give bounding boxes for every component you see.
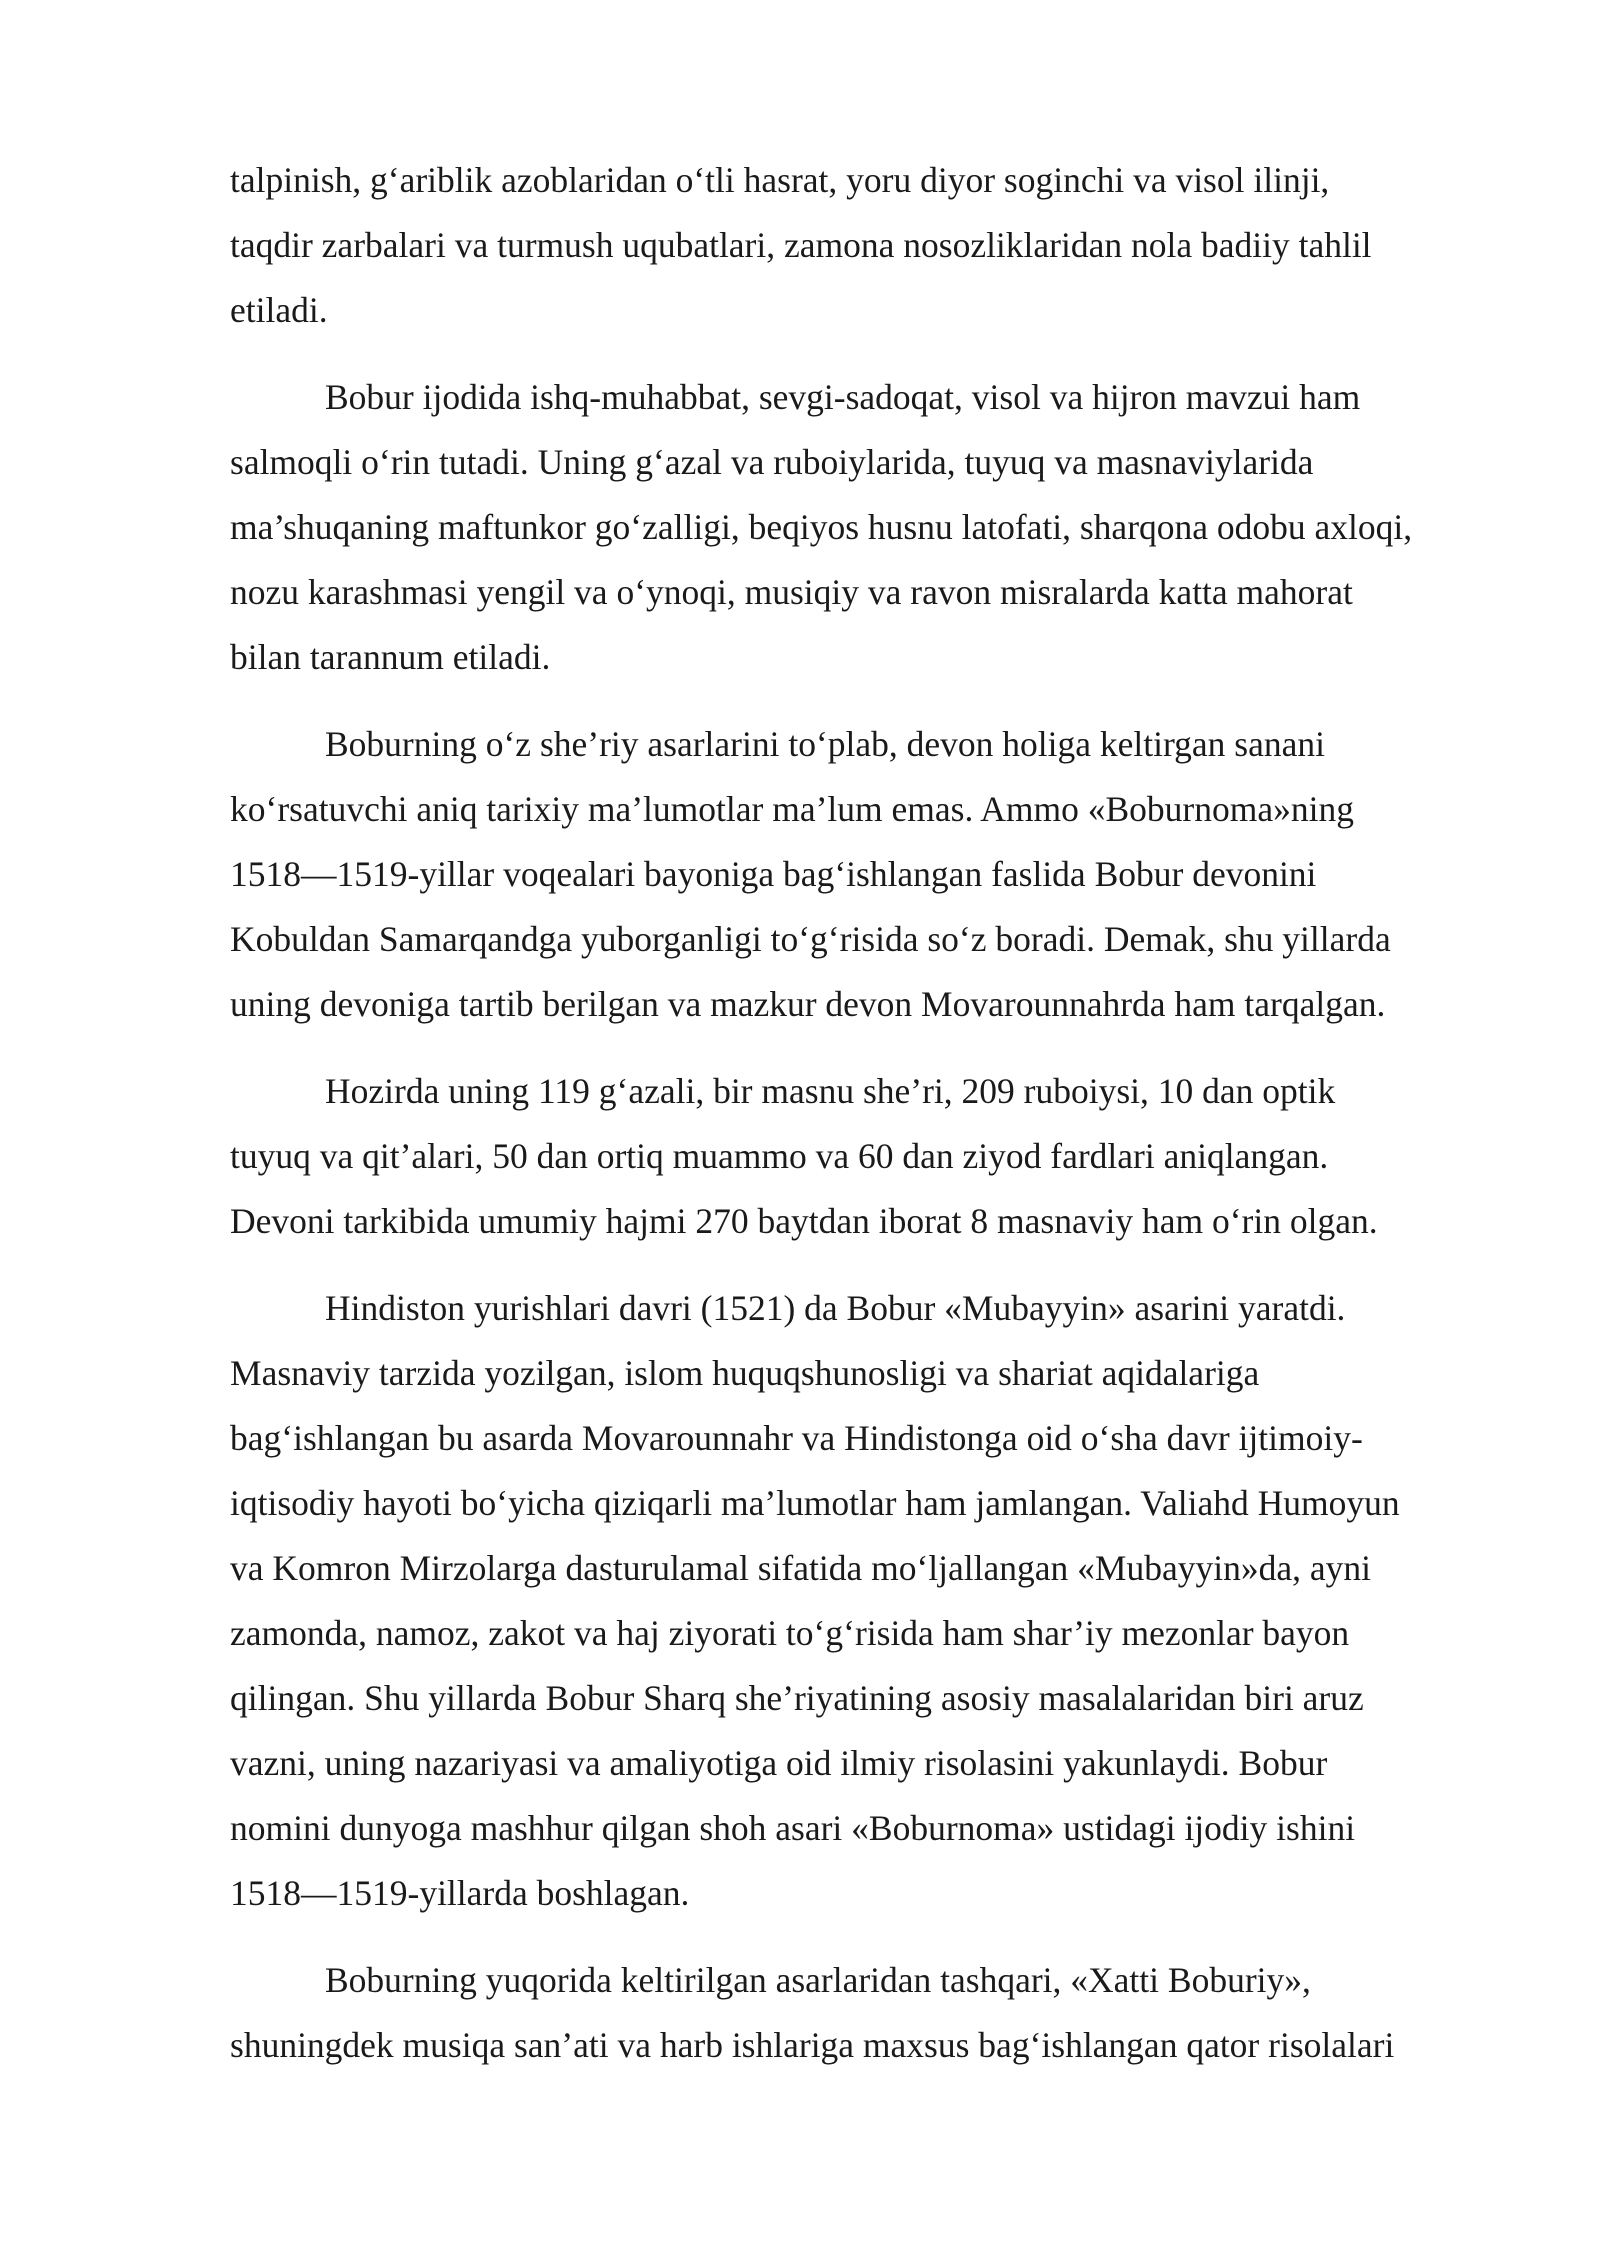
text-line: Bobur ijodida ishq-muhabbat, sevgi-sadoqat, visol va hijron mavzui ham bbox=[325, 377, 1361, 417]
paragraph-5 bbox=[230, 1276, 1500, 1926]
paragraph-2 bbox=[230, 365, 1500, 690]
text-line: ma’shuqaning maftunkor go‘zalligi, beqiyos husnu latofati, sharqona odobu axloqi, bbox=[230, 507, 1413, 547]
text-line: ko‘rsatuvchi aniq tarixiy ma’lumotlar ma’lum emas. Ammo «Boburnoma»ning bbox=[230, 789, 1354, 829]
text-line: tuyuq va qit’alari, 50 dan ortiq muammo va 60 dan ziyod fardlari aniqlangan. bbox=[230, 1136, 1329, 1176]
text-line: etiladi. bbox=[230, 290, 328, 330]
paragraph-4 bbox=[230, 1059, 1500, 1254]
text-line: nozu karashmasi yengil va o‘ynoqi, musiqiy va ravon misralarda katta mahorat bbox=[230, 572, 1353, 612]
text-line: vazni, uning nazariyasi va amaliyotiga oid ilmiy risolasini yakunlaydi. Bobur bbox=[230, 1743, 1328, 1783]
text-line: bag‘ishlangan bu asarda Movarounnahr va Hindistonga oid o‘sha davr ijtimoiy- bbox=[230, 1418, 1363, 1458]
text-line: Boburning yuqorida keltirilgan asarlaridan tashqari, «Xatti Boburiy», bbox=[325, 1960, 1311, 2000]
text-line: Hozirda uning 119 g‘azali, bir masnu she’ri, 209 ruboiysi, 10 dan optik bbox=[325, 1071, 1336, 1111]
paragraph-3 bbox=[230, 712, 1500, 1037]
text-line: 1518—1519-yillar voqealari bayoniga bag‘ishlangan faslida Bobur devonini bbox=[230, 854, 1317, 894]
text-line: zamonda, namoz, zakot va haj ziyorati to‘g‘risida ham shar’iy mezonlar bayon bbox=[230, 1613, 1350, 1653]
text-line: Masnaviy tarzida yozilgan, islom huquqshunosligi va shariat aqidalariga bbox=[230, 1353, 1260, 1393]
body-text bbox=[230, 148, 1500, 2078]
paragraph-1 bbox=[230, 148, 1500, 343]
text-line: Hindiston yurishlari davri (1521) da Bobur «Mubayyin» asarini yaratdi. bbox=[325, 1288, 1346, 1328]
text-line: Kobuldan Samarqandga yuborganligi to‘g‘risida so‘z boradi. Demak, shu yillarda bbox=[230, 919, 1391, 959]
text-line: bilan tarannum etiladi. bbox=[230, 637, 551, 677]
text-line: salmoqli o‘rin tutadi. Uning g‘azal va ruboiylarida, tuyuq va masnaviylarida bbox=[230, 442, 1314, 482]
text-line: Devoni tarkibida umumiy hajmi 270 baytdan iborat 8 masnaviy ham o‘rin olgan. bbox=[230, 1201, 1378, 1241]
text-line: taqdir zarbalari va turmush uqubatlari, zamona nosozliklaridan nola badiiy tahlil bbox=[230, 225, 1372, 265]
text-line: Boburning o‘z she’riy asarlarini to‘plab, devon holiga keltirgan sanani bbox=[325, 724, 1325, 764]
text-line: va Komron Mirzolarga dasturulamal sifatida mo‘ljallangan «Mubayyin»da, ayni bbox=[230, 1548, 1371, 1588]
text-line: uning devoniga tartib berilgan va mazkur devon Movarounnahrda ham tarqalgan. bbox=[230, 984, 1386, 1024]
text-line: shuningdek musiqa san’ati va harb ishlariga maxsus bag‘ishlangan qator risolalari bbox=[230, 2025, 1395, 2065]
text-line: 1518—1519-yillarda boshlagan. bbox=[230, 1873, 690, 1913]
text-line: talpinish, g‘ariblik azoblaridan o‘tli hasrat, yoru diyor soginchi va visol ilinji, bbox=[230, 160, 1330, 200]
paragraph-6 bbox=[230, 1948, 1500, 2078]
text-line: nomini dunyoga mashhur qilgan shoh asari «Boburnoma» ustidagi ijodiy ishini bbox=[230, 1808, 1356, 1848]
text-line: iqtisodiy hayoti bo‘yicha qiziqarli ma’lumotlar ham jamlangan. Valiahd Humoyun bbox=[230, 1483, 1400, 1523]
text-line: qilingan. Shu yillarda Bobur Sharq she’riyatining asosiy masalalaridan biri aruz bbox=[230, 1678, 1364, 1718]
